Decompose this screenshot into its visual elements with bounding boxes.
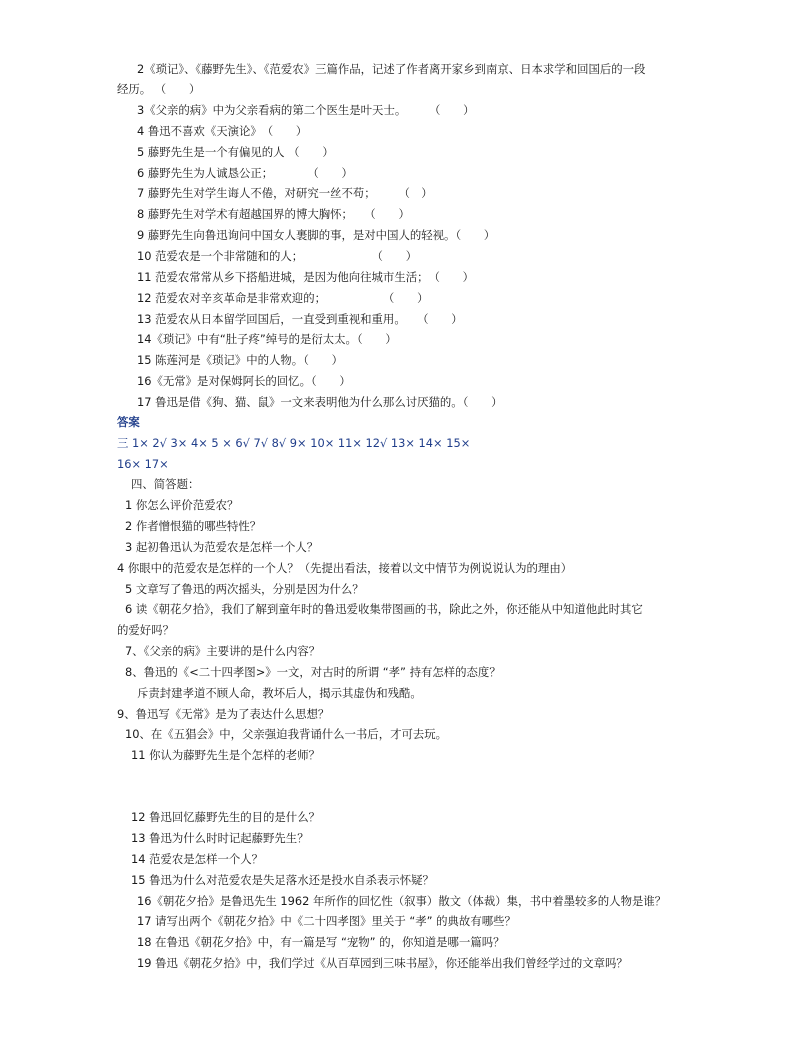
judgement-item-6: 6 藤野先生为人诚恳公正； （ ） bbox=[137, 166, 353, 180]
question-4: 4 你眼中的范爱农是怎样的一个人？（先提出看法，接着以文中情节为例说说认为的理由） bbox=[117, 561, 573, 575]
judgement-item-12: 12 范爱农对辛亥革命是非常欢迎的； （ ） bbox=[137, 291, 429, 305]
question-11: 11 你认为藤野先生是个怎样的老师？ bbox=[131, 748, 320, 762]
question-1: 1 你怎么评价范爱农？ bbox=[125, 498, 239, 512]
question-3: 3 起初鲁迅认为范爱农是怎样一个人？ bbox=[125, 540, 319, 554]
question-6b: 的爱好吗？ bbox=[117, 623, 174, 637]
answer-8: 斥责封建孝道不顾人命，教坏后人，揭示其虚伪和残酷。 bbox=[137, 686, 422, 700]
question-15: 15 鲁迅为什么对范爱农是失足落水还是投水自杀表示怀疑？ bbox=[131, 873, 434, 887]
judgement-item-4: 4 鲁迅不喜欢《天演论》 （ ） bbox=[137, 124, 308, 138]
question-12: 12 鲁迅回忆藤野先生的目的是什么？ bbox=[131, 810, 320, 824]
judgement-item-2b: 经历。 （ ） bbox=[117, 82, 201, 96]
question-16: 16《朝花夕拾》是鲁迅先生 1962 年所作的回忆性（叙事）散文（体裁）集，书中着墨较多的人物是谁？ bbox=[137, 894, 667, 908]
question-9: 9、鲁迅写《无常》是为了表达什么思想？ bbox=[117, 707, 330, 721]
judgement-item-15: 15 陈莲河是《琐记》中的人物。（ ） bbox=[137, 353, 344, 367]
question-13: 13 鲁迅为什么时时记起藤野先生？ bbox=[131, 831, 309, 845]
question-8: 8、鲁迅的《<二十四孝图>》一文，对古时的所谓 “孝” 持有怎样的态度？ bbox=[125, 665, 501, 679]
judgement-item-3: 3《父亲的病》中为父亲看病的第二个医生是叶天士。 （ ） bbox=[137, 103, 475, 117]
question-10: 10、在《五猖会》中，父亲强迫我背诵什么一书后，才可去玩。 bbox=[125, 727, 448, 741]
judgement-item-11: 11 范爱农常常从乡下搭船进城，是因为他向往城市生活； （ ） bbox=[137, 270, 475, 284]
judgement-item-13: 13 范爱农从日本留学回国后，一直受到重视和重用。 （ ） bbox=[137, 312, 463, 326]
answer-line-1: 三 1× 2√ 3× 4× 5 × 6√ 7√ 8√ 9× 10× 11× 12√ 13× 14× 15× bbox=[117, 436, 471, 450]
section-heading: 四、简答题： bbox=[131, 477, 200, 491]
question-5: 5 文章写了鲁迅的两次摇头，分别是因为什么？ bbox=[125, 582, 364, 596]
judgement-item-2a: 2《琐记》、《藤野先生》、《范爱农》三篇作品，记述了作者离开家乡到南京、日本求学和回国后的一段 bbox=[137, 62, 646, 76]
judgement-item-9: 9 藤野先生向鲁迅询问中国女人裹脚的事，是对中国人的轻视。（ ） bbox=[137, 228, 496, 242]
question-19: 19 鲁迅《朝花夕拾》中，我们学过《从百草园到三味书屋》，你还能举出我们曾经学过的文章吗？ bbox=[137, 956, 628, 970]
judgement-item-8: 8 藤野先生对学术有超越国界的博大胸怀； （ ） bbox=[137, 207, 410, 221]
question-6a: 6 读《朝花夕拾》，我们了解到童年时的鲁迅爱收集带图画的书，除此之外，你还能从中知道他此时其它 bbox=[125, 602, 643, 616]
question-2: 2 作者憎恨猫的哪些特性？ bbox=[125, 519, 262, 533]
judgement-item-5: 5 藤野先生是一个有偏见的人 （ ） bbox=[137, 145, 334, 159]
answer-line-2: 16× 17× bbox=[117, 457, 169, 471]
judgement-item-14: 14《琐记》中有“肚子疼”绰号的是衍太太。（ ） bbox=[137, 332, 397, 346]
judgement-item-10: 10 范爱农是一个非常随和的人； （ ） bbox=[137, 249, 418, 263]
question-17: 17 请写出两个《朝花夕拾》中《二十四孝图》里关于 “孝” 的典故有哪些？ bbox=[137, 914, 516, 928]
answer-heading: 答案 bbox=[117, 415, 140, 429]
question-7: 7、《父亲的病》主要讲的是什么内容？ bbox=[125, 644, 321, 658]
judgement-item-16: 16《无常》是对保姆阿长的回忆。（ ） bbox=[137, 374, 351, 388]
question-14: 14 范爱农是怎样一个人？ bbox=[131, 852, 264, 866]
question-18: 18 在鲁迅《朝花夕拾》中，有一篇是写 “宠物” 的，你知道是哪一篇吗？ bbox=[137, 935, 505, 949]
judgement-item-17: 17 鲁迅是借《狗、猫、鼠》一文来表明他为什么那么讨厌猫的。（ ） bbox=[137, 395, 503, 409]
judgement-item-7: 7 藤野先生对学生诲人不倦，对研究一丝不苟； （ ） bbox=[137, 186, 433, 200]
